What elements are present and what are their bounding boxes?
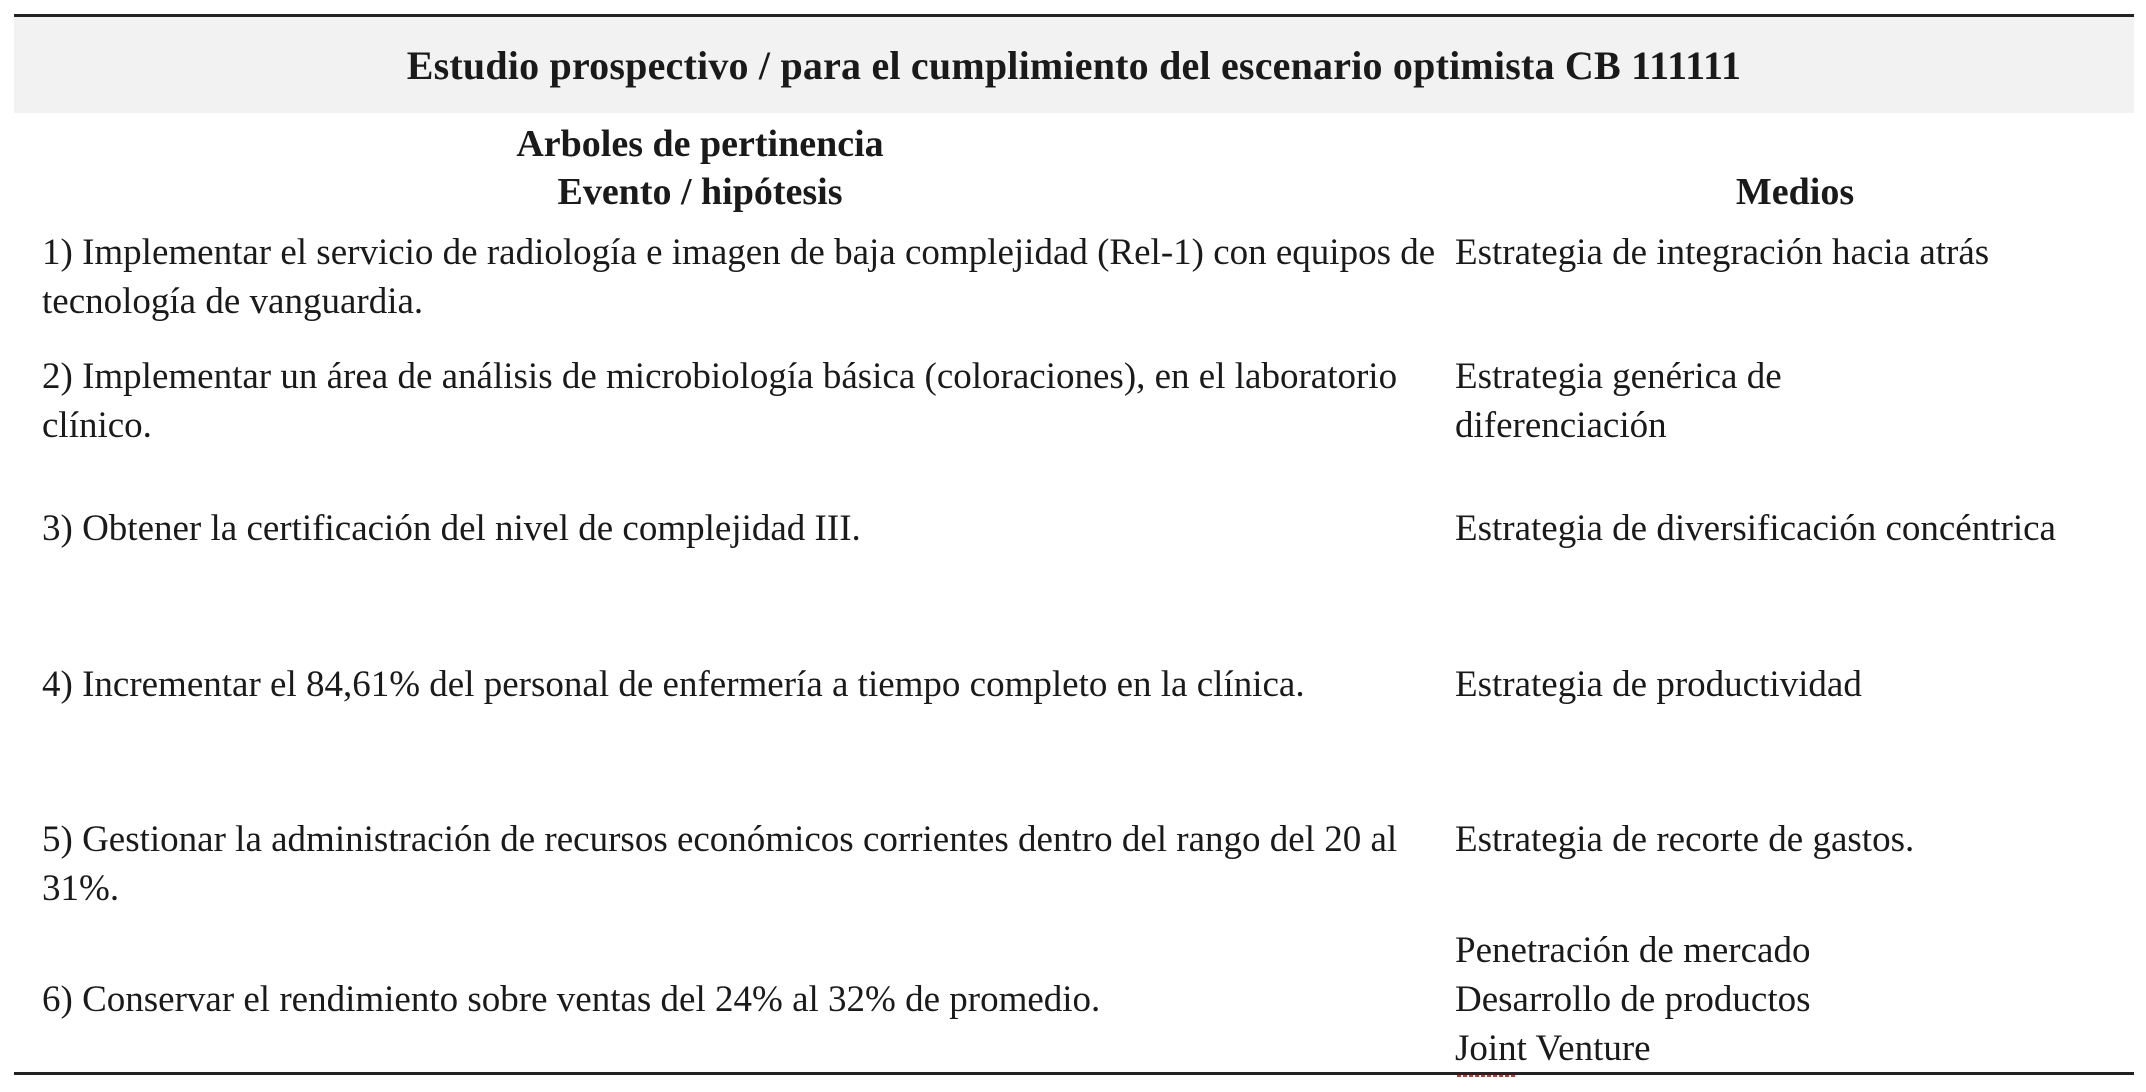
table-row-3-medio: Estrategia de diversificación concéntrica [1455, 508, 2056, 549]
column-header-events [200, 120, 1200, 216]
header-evento: Evento / hipótesis [557, 171, 843, 213]
header-arboles: Arboles de pertinencia [516, 123, 884, 165]
table-row-2-medio: Estrategia genérica de diferenciación [1455, 356, 1782, 446]
medio-desarrollo: Desarrollo de productos [1455, 979, 1811, 1020]
table-title: Estudio prospectivo / para el cumplimiento del escenario optimista CB 111111 [406, 42, 1742, 88]
table-row-5-medio: Estrategia de recorte de gastos. [1455, 819, 1915, 860]
table-bottom-rule [14, 1072, 2134, 1075]
table-row-4-medio: Estrategia de productividad [1455, 664, 1862, 705]
table-row-6-event: 6) Conservar el rendimiento sobre ventas del 24% al 32% de promedio. [42, 979, 1101, 1020]
column-header-medios: Medios [1735, 171, 1855, 213]
medio-joint-venture-label: Joint Venture [1455, 1028, 1651, 1069]
table-row-5-event: 5) Gestionar la administración de recursos económicos corrientes dentro del rango del 20 al 31%. [42, 819, 1398, 909]
table-row-6-medios [1455, 926, 2111, 1073]
table-row-1-event: 1) Implementar el servicio de radiología e imagen de baja complejidad (Rel-1) con equipos de tecnología de vanguardia. [42, 232, 1436, 322]
table-row-1-medio: Estrategia de integración hacia atrás [1455, 232, 1990, 273]
medio-joint-venture [1455, 1024, 1651, 1073]
table-row-3-event: 3) Obtener la certificación del nivel de complejidad III. [42, 508, 861, 549]
table-row-4-event: 4) Incrementar el 84,61% del personal de enfermería a tiempo completo en la clínica. [42, 664, 1305, 705]
table-row-2-event: 2) Implementar un área de análisis de microbiología básica (coloraciones), en el laboratorio clínico. [42, 356, 1398, 446]
table-title-band [14, 17, 2134, 113]
medio-penetracion: Penetración de mercado [1455, 930, 1811, 971]
